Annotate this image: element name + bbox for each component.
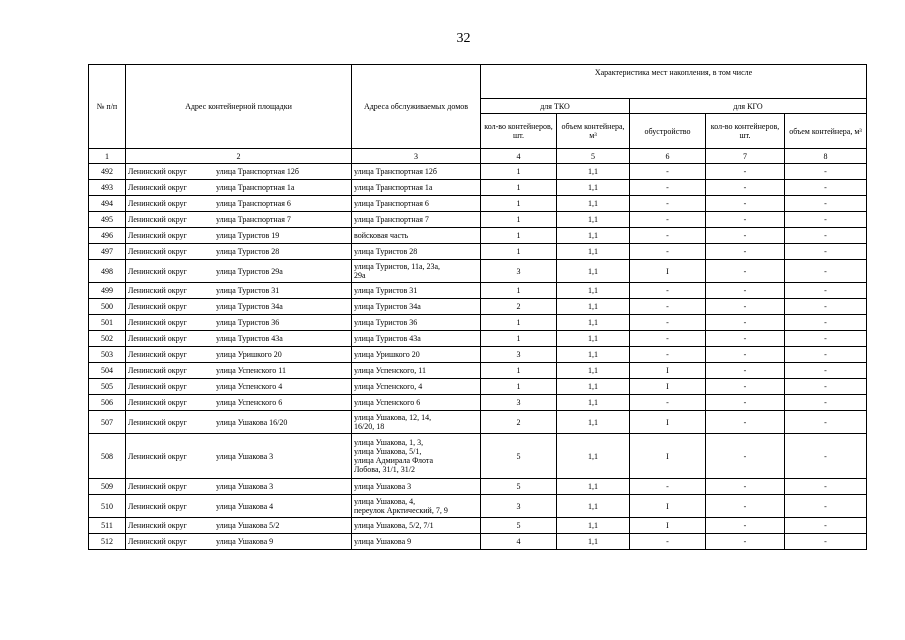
tko-container-volume: 1,1 bbox=[557, 379, 630, 395]
table-row bbox=[89, 411, 867, 434]
site-address bbox=[126, 379, 352, 395]
street-address: улица Успенского 11 bbox=[216, 366, 286, 375]
row-number: 495 bbox=[89, 212, 126, 228]
district-name: Ленинский округ bbox=[128, 350, 187, 359]
row-number: 498 bbox=[89, 260, 126, 283]
district-name: Ленинский округ bbox=[128, 501, 187, 511]
district-name: Ленинский округ bbox=[128, 521, 187, 530]
table-row bbox=[89, 228, 867, 244]
site-address bbox=[126, 395, 352, 411]
kgo-setup: - bbox=[630, 395, 706, 411]
street-address: улица Туристов 29а bbox=[216, 266, 283, 276]
row-number: 493 bbox=[89, 180, 126, 196]
row-number: 499 bbox=[89, 283, 126, 299]
district-name: Ленинский округ bbox=[128, 398, 187, 407]
kgo-container-count: - bbox=[706, 518, 785, 534]
district-name: Ленинский округ bbox=[128, 286, 187, 295]
kgo-container-volume: - bbox=[785, 244, 867, 260]
kgo-container-count: - bbox=[706, 411, 785, 434]
kgo-setup: I bbox=[630, 495, 706, 518]
row-number: 494 bbox=[89, 196, 126, 212]
district-name: Ленинский округ bbox=[128, 537, 187, 546]
header-kgo: для КГО bbox=[630, 99, 867, 114]
kgo-container-volume: - bbox=[785, 534, 867, 550]
served-houses: улица Туристов 43а bbox=[352, 331, 481, 347]
served-houses: улица Уришкого 20 bbox=[352, 347, 481, 363]
street-address: улица Транспортная 7 bbox=[216, 215, 291, 224]
site-address bbox=[126, 518, 352, 534]
kgo-container-count: - bbox=[706, 347, 785, 363]
site-address bbox=[126, 479, 352, 495]
street-address: улица Транспортная 6 bbox=[216, 199, 291, 208]
kgo-setup: - bbox=[630, 244, 706, 260]
header-served: Адреса обслуживаемых домов bbox=[352, 65, 481, 149]
district-name: Ленинский округ bbox=[128, 318, 187, 327]
district-name: Ленинский округ bbox=[128, 417, 187, 427]
tko-container-count: 3 bbox=[481, 395, 557, 411]
served-houses: улица Успенского, 4 bbox=[352, 379, 481, 395]
street-address: улица Ушакова 16/20 bbox=[216, 417, 288, 427]
tko-container-count: 3 bbox=[481, 347, 557, 363]
site-address bbox=[126, 315, 352, 331]
row-number: 510 bbox=[89, 495, 126, 518]
kgo-container-count: - bbox=[706, 164, 785, 180]
tko-container-count: 1 bbox=[481, 283, 557, 299]
site-address bbox=[126, 347, 352, 363]
site-address bbox=[126, 212, 352, 228]
column-number: 3 bbox=[352, 149, 481, 164]
header-tko-count: кол-во контейнеров, шт. bbox=[481, 114, 557, 149]
kgo-setup: - bbox=[630, 299, 706, 315]
column-number: 4 bbox=[481, 149, 557, 164]
kgo-setup: - bbox=[630, 164, 706, 180]
kgo-container-volume: - bbox=[785, 196, 867, 212]
table-row bbox=[89, 395, 867, 411]
table-row bbox=[89, 283, 867, 299]
header-tko-volume: объем контейнера, м³ bbox=[557, 114, 630, 149]
table-header bbox=[89, 65, 867, 164]
kgo-container-count: - bbox=[706, 479, 785, 495]
site-address bbox=[126, 180, 352, 196]
tko-container-count: 1 bbox=[481, 196, 557, 212]
row-number: 500 bbox=[89, 299, 126, 315]
table-row bbox=[89, 244, 867, 260]
tko-container-count: 2 bbox=[481, 299, 557, 315]
kgo-container-volume: - bbox=[785, 260, 867, 283]
kgo-container-count: - bbox=[706, 260, 785, 283]
kgo-container-volume: - bbox=[785, 379, 867, 395]
served-houses: улица Ушакова 3 bbox=[352, 479, 481, 495]
kgo-setup: I bbox=[630, 379, 706, 395]
served-houses: улица Туристов, 11а, 23а, 29а bbox=[352, 260, 481, 283]
header-characteristics: Характеристика мест накопления, в том числе bbox=[481, 65, 867, 99]
kgo-setup: - bbox=[630, 228, 706, 244]
site-address bbox=[126, 283, 352, 299]
site-address bbox=[126, 331, 352, 347]
site-address bbox=[126, 228, 352, 244]
kgo-setup: - bbox=[630, 212, 706, 228]
table-row bbox=[89, 315, 867, 331]
tko-container-count: 4 bbox=[481, 534, 557, 550]
kgo-container-volume: - bbox=[785, 479, 867, 495]
kgo-container-count: - bbox=[706, 212, 785, 228]
tko-container-volume: 1,1 bbox=[557, 283, 630, 299]
district-name: Ленинский округ bbox=[128, 215, 187, 224]
district-name: Ленинский округ bbox=[128, 247, 187, 256]
kgo-container-count: - bbox=[706, 495, 785, 518]
district-name: Ленинский округ bbox=[128, 382, 187, 391]
row-number: 504 bbox=[89, 363, 126, 379]
tko-container-volume: 1,1 bbox=[557, 363, 630, 379]
kgo-container-volume: - bbox=[785, 164, 867, 180]
kgo-setup: I bbox=[630, 260, 706, 283]
site-address bbox=[126, 434, 352, 479]
district-name: Ленинский округ bbox=[128, 183, 187, 192]
tko-container-count: 3 bbox=[481, 260, 557, 283]
kgo-container-count: - bbox=[706, 395, 785, 411]
row-number: 503 bbox=[89, 347, 126, 363]
row-number: 511 bbox=[89, 518, 126, 534]
header-kgo-count: кол-во контейнеров, шт. bbox=[706, 114, 785, 149]
kgo-setup: - bbox=[630, 196, 706, 212]
header-tko: для ТКО bbox=[481, 99, 630, 114]
street-address: улица Транспортная 1а bbox=[216, 183, 295, 192]
kgo-setup: - bbox=[630, 283, 706, 299]
table-row bbox=[89, 495, 867, 518]
kgo-container-count: - bbox=[706, 379, 785, 395]
served-houses: улица Транспортная 1а bbox=[352, 180, 481, 196]
tko-container-count: 2 bbox=[481, 411, 557, 434]
kgo-container-volume: - bbox=[785, 228, 867, 244]
served-houses: улица Транспортная 12б bbox=[352, 164, 481, 180]
street-address: улица Туристов 43а bbox=[216, 334, 283, 343]
table-row bbox=[89, 534, 867, 550]
tko-container-count: 1 bbox=[481, 244, 557, 260]
served-houses: улица Ушакова 9 bbox=[352, 534, 481, 550]
street-address: улица Транспортная 12б bbox=[216, 167, 299, 176]
street-address: улица Ушакова 9 bbox=[216, 537, 274, 546]
kgo-container-volume: - bbox=[785, 347, 867, 363]
row-number: 501 bbox=[89, 315, 126, 331]
kgo-container-count: - bbox=[706, 180, 785, 196]
tko-container-volume: 1,1 bbox=[557, 164, 630, 180]
tko-container-count: 1 bbox=[481, 180, 557, 196]
district-name: Ленинский округ bbox=[128, 231, 187, 240]
tko-container-count: 1 bbox=[481, 331, 557, 347]
row-number: 492 bbox=[89, 164, 126, 180]
kgo-setup: - bbox=[630, 534, 706, 550]
kgo-container-volume: - bbox=[785, 518, 867, 534]
tko-container-volume: 1,1 bbox=[557, 434, 630, 479]
page-number: 32 bbox=[456, 31, 471, 46]
street-address: улица Туристов 31 bbox=[216, 286, 280, 295]
column-number: 8 bbox=[785, 149, 867, 164]
kgo-setup: - bbox=[630, 331, 706, 347]
kgo-container-count: - bbox=[706, 315, 785, 331]
column-number: 7 bbox=[706, 149, 785, 164]
row-number: 496 bbox=[89, 228, 126, 244]
district-name: Ленинский округ bbox=[128, 302, 187, 311]
kgo-setup: I bbox=[630, 363, 706, 379]
tko-container-volume: 1,1 bbox=[557, 180, 630, 196]
tko-container-volume: 1,1 bbox=[557, 260, 630, 283]
served-houses: улица Успенского 6 bbox=[352, 395, 481, 411]
row-number: 505 bbox=[89, 379, 126, 395]
kgo-container-count: - bbox=[706, 534, 785, 550]
served-houses: улица Туристов 28 bbox=[352, 244, 481, 260]
row-number: 497 bbox=[89, 244, 126, 260]
tko-container-volume: 1,1 bbox=[557, 534, 630, 550]
kgo-setup: I bbox=[630, 411, 706, 434]
street-address: улица Ушакова 3 bbox=[216, 451, 274, 461]
tko-container-count: 1 bbox=[481, 315, 557, 331]
tko-container-volume: 1,1 bbox=[557, 228, 630, 244]
kgo-container-volume: - bbox=[785, 212, 867, 228]
tko-container-count: 1 bbox=[481, 379, 557, 395]
kgo-container-volume: - bbox=[785, 363, 867, 379]
kgo-setup: - bbox=[630, 180, 706, 196]
table-row bbox=[89, 212, 867, 228]
kgo-container-count: - bbox=[706, 299, 785, 315]
kgo-container-volume: - bbox=[785, 395, 867, 411]
table-row bbox=[89, 434, 867, 479]
street-address: улица Туристов 28 bbox=[216, 247, 280, 256]
served-houses: улица Транспортная 6 bbox=[352, 196, 481, 212]
street-address: улица Туристов 36 bbox=[216, 318, 280, 327]
table-row bbox=[89, 518, 867, 534]
kgo-container-count: - bbox=[706, 363, 785, 379]
table-body bbox=[89, 164, 867, 550]
served-houses: улица Ушакова, 12, 14, 16/20, 18 bbox=[352, 411, 481, 434]
tko-container-volume: 1,1 bbox=[557, 411, 630, 434]
table-row bbox=[89, 331, 867, 347]
site-address bbox=[126, 244, 352, 260]
kgo-container-count: - bbox=[706, 283, 785, 299]
served-houses: улица Ушакова, 1, 3, улица Ушакова, 5/1, улица Адмирала Флота Лобова, 31/1, 31/2 bbox=[352, 434, 481, 479]
column-number: 6 bbox=[630, 149, 706, 164]
kgo-container-volume: - bbox=[785, 283, 867, 299]
table-row bbox=[89, 164, 867, 180]
tko-container-count: 5 bbox=[481, 518, 557, 534]
served-houses: войсковая часть bbox=[352, 228, 481, 244]
served-houses: улица Туристов 34а bbox=[352, 299, 481, 315]
site-address bbox=[126, 164, 352, 180]
site-address bbox=[126, 534, 352, 550]
served-houses: улица Транспортная 7 bbox=[352, 212, 481, 228]
tko-container-volume: 1,1 bbox=[557, 518, 630, 534]
tko-container-volume: 1,1 bbox=[557, 315, 630, 331]
site-address bbox=[126, 411, 352, 434]
kgo-container-volume: - bbox=[785, 299, 867, 315]
site-address bbox=[126, 495, 352, 518]
site-address bbox=[126, 299, 352, 315]
kgo-setup: - bbox=[630, 347, 706, 363]
kgo-container-volume: - bbox=[785, 495, 867, 518]
site-address bbox=[126, 363, 352, 379]
header-kgo-volume: объем контейнера, м³ bbox=[785, 114, 867, 149]
column-number-row bbox=[89, 149, 867, 164]
tko-container-volume: 1,1 bbox=[557, 395, 630, 411]
district-name: Ленинский округ bbox=[128, 266, 187, 276]
table-row bbox=[89, 180, 867, 196]
row-number: 508 bbox=[89, 434, 126, 479]
tko-container-count: 5 bbox=[481, 434, 557, 479]
tko-container-count: 5 bbox=[481, 479, 557, 495]
street-address: улица Туристов 34а bbox=[216, 302, 283, 311]
tko-container-volume: 1,1 bbox=[557, 347, 630, 363]
table-row bbox=[89, 363, 867, 379]
kgo-container-count: - bbox=[706, 244, 785, 260]
row-number: 506 bbox=[89, 395, 126, 411]
container-sites-table bbox=[88, 64, 867, 550]
street-address: улица Ушакова 3 bbox=[216, 482, 274, 491]
kgo-setup: - bbox=[630, 479, 706, 495]
row-number: 509 bbox=[89, 479, 126, 495]
table-row bbox=[89, 299, 867, 315]
district-name: Ленинский округ bbox=[128, 451, 187, 461]
row-number: 507 bbox=[89, 411, 126, 434]
tko-container-volume: 1,1 bbox=[557, 196, 630, 212]
table-row bbox=[89, 479, 867, 495]
tko-container-volume: 1,1 bbox=[557, 244, 630, 260]
district-name: Ленинский округ bbox=[128, 199, 187, 208]
street-address: улица Уришкого 20 bbox=[216, 350, 282, 359]
column-number: 1 bbox=[89, 149, 126, 164]
column-number: 5 bbox=[557, 149, 630, 164]
row-number: 512 bbox=[89, 534, 126, 550]
street-address: улица Ушакова 5/2 bbox=[216, 521, 280, 530]
tko-container-volume: 1,1 bbox=[557, 212, 630, 228]
column-number: 2 bbox=[126, 149, 352, 164]
district-name: Ленинский округ bbox=[128, 334, 187, 343]
kgo-container-count: - bbox=[706, 434, 785, 479]
kgo-container-count: - bbox=[706, 331, 785, 347]
header-address: Адрес контейнерной площадки bbox=[126, 65, 352, 149]
street-address: улица Туристов 19 bbox=[216, 231, 280, 240]
tko-container-count: 1 bbox=[481, 164, 557, 180]
kgo-container-volume: - bbox=[785, 434, 867, 479]
tko-container-volume: 1,1 bbox=[557, 495, 630, 518]
kgo-container-count: - bbox=[706, 228, 785, 244]
tko-container-count: 3 bbox=[481, 495, 557, 518]
street-address: улица Успенского 6 bbox=[216, 398, 283, 407]
table-row bbox=[89, 196, 867, 212]
kgo-setup: I bbox=[630, 518, 706, 534]
tko-container-volume: 1,1 bbox=[557, 479, 630, 495]
district-name: Ленинский округ bbox=[128, 366, 187, 375]
tko-container-volume: 1,1 bbox=[557, 331, 630, 347]
street-address: улица Ушакова 4 bbox=[216, 501, 274, 511]
tko-container-count: 1 bbox=[481, 363, 557, 379]
kgo-container-volume: - bbox=[785, 331, 867, 347]
served-houses: улица Туристов 31 bbox=[352, 283, 481, 299]
row-number: 502 bbox=[89, 331, 126, 347]
street-address: улица Успенского 4 bbox=[216, 382, 283, 391]
served-houses: улица Туристов 36 bbox=[352, 315, 481, 331]
tko-container-count: 1 bbox=[481, 212, 557, 228]
table-row bbox=[89, 347, 867, 363]
header-num: № п/п bbox=[89, 65, 126, 149]
table-row bbox=[89, 260, 867, 283]
kgo-setup: I bbox=[630, 434, 706, 479]
tko-container-count: 1 bbox=[481, 228, 557, 244]
served-houses: улица Ушакова, 4, переулок Арктический, 7, 9 bbox=[352, 495, 481, 518]
served-houses: улица Ушакова, 5/2, 7/1 bbox=[352, 518, 481, 534]
district-name: Ленинский округ bbox=[128, 167, 187, 176]
site-address bbox=[126, 196, 352, 212]
site-address bbox=[126, 260, 352, 283]
table-row bbox=[89, 379, 867, 395]
kgo-container-count: - bbox=[706, 196, 785, 212]
kgo-setup: - bbox=[630, 315, 706, 331]
tko-container-volume: 1,1 bbox=[557, 299, 630, 315]
kgo-container-volume: - bbox=[785, 411, 867, 434]
kgo-container-volume: - bbox=[785, 180, 867, 196]
served-houses: улица Успенского, 11 bbox=[352, 363, 481, 379]
district-name: Ленинский округ bbox=[128, 482, 187, 491]
header-kgo-setup: обустройство bbox=[630, 114, 706, 149]
kgo-container-volume: - bbox=[785, 315, 867, 331]
